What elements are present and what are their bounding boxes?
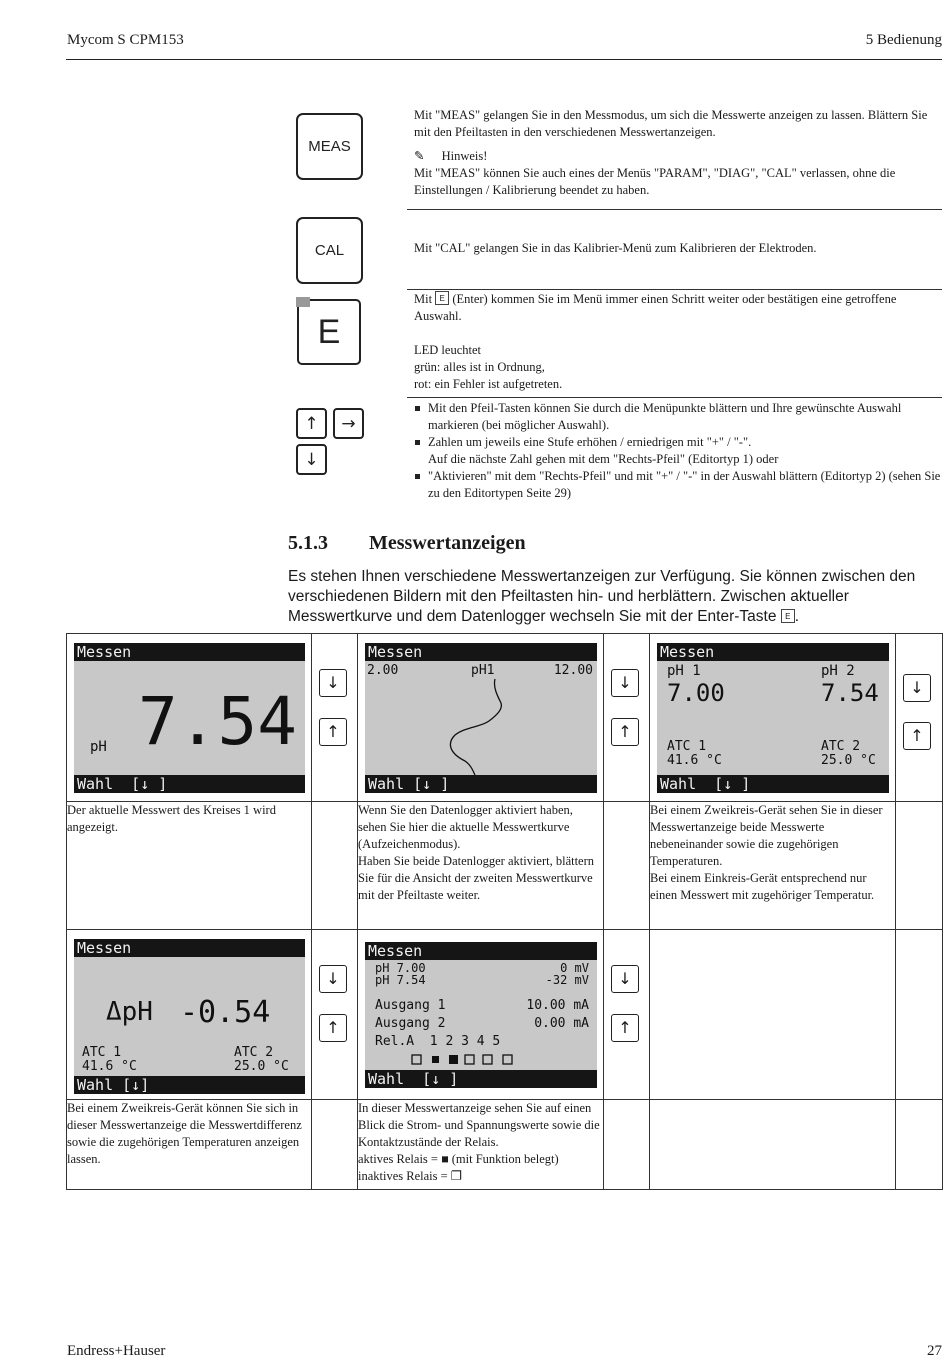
caption-text: aktives Relais = ■ (mit Funktion belegt)	[358, 1152, 559, 1166]
display-cell-4	[67, 930, 312, 1100]
section-title: Messwertanzeigen	[369, 532, 526, 554]
measurement-curve	[365, 643, 597, 793]
meas-note-text: Mit "MEAS" können Sie auch eines der Menüs "PARAM", "DIAG", "CAL" verlassen, ohne die Einstellungen / Kalibrierung beendet zu haben.	[414, 166, 896, 197]
arrow-down-icon: ↓	[319, 965, 347, 993]
list-item-text: Zahlen um jeweils eine Stufe erhöhen / erniedrigen mit "+" / "-".	[428, 435, 752, 449]
lcd-display-delta	[74, 939, 305, 1094]
table-row	[67, 930, 943, 1100]
arrow-key-list	[414, 400, 942, 502]
led-green: grün: alles ist in Ordnung,	[414, 360, 545, 374]
lcd-v1: 7.00	[667, 679, 725, 707]
lcd-atc2: ATC 2	[234, 1045, 274, 1060]
meas-key-label: MEAS	[308, 138, 351, 155]
lcd-delta-value: -0.54	[180, 995, 271, 1030]
enter-text	[414, 291, 942, 325]
list-item: Mit den Pfeil-Tasten können Sie durch die Menüpunkte blättern und Ihre gewünschte Auswahl markieren (bei möglicher Auswahl).	[414, 400, 942, 434]
footer-brand: Endress+Hauser	[67, 1343, 166, 1359]
lcd-footer: Wahl [↓ ]	[365, 1070, 597, 1088]
rule-meas	[407, 209, 942, 210]
caption-text: Haben Sie beide Datenlogger aktiviert, blättern Sie für die Ansicht der zweiten Messwertkurve mit der Pfeiltaste weiter.	[358, 854, 595, 902]
lcd-display-curve	[365, 643, 597, 793]
display-cell-5	[358, 930, 604, 1100]
empty-cell	[650, 1100, 896, 1190]
meas-note-title: Hinweis!	[441, 149, 488, 163]
lcd-atc1: ATC 1	[667, 739, 707, 754]
led-title: LED leuchtet	[414, 343, 481, 357]
lcd-r1-left: pH 7.00	[375, 961, 426, 975]
enter-inline-key-icon: E	[781, 609, 795, 623]
lcd-t2: 25.0 °C	[821, 753, 876, 768]
caption-4	[67, 1100, 312, 1190]
cal-description	[414, 240, 942, 257]
enter-key-icon	[297, 299, 361, 365]
lcd-footer: Wahl [↓ ]	[365, 775, 597, 793]
lcd-display-ph	[74, 643, 305, 793]
cal-text: Mit "CAL" gelangen Sie in das Kalibrier-Menü zum Kalibrieren der Elektroden.	[414, 241, 817, 255]
led-red: rot: ein Fehler ist aufgetreten.	[414, 377, 563, 391]
nav-cell	[312, 930, 358, 1100]
lcd-title: Messen	[74, 939, 305, 957]
arrow-down-icon: ↓	[611, 965, 639, 993]
section-number: 5.1.3	[288, 532, 328, 554]
cal-key-icon	[296, 217, 363, 284]
lcd-unit: pH	[90, 739, 107, 755]
header-chapter: 5 Bedienung	[865, 32, 942, 48]
caption-text: inaktives Relais = ❐	[358, 1169, 463, 1183]
arrow-down-icon: ↓	[319, 669, 347, 697]
empty-cell	[604, 1100, 650, 1190]
lcd-r2-left: pH 7.54	[375, 973, 426, 987]
arrow-up-icon: ↑	[319, 718, 347, 746]
lcd-channel: pH1	[471, 663, 495, 678]
empty-cell	[312, 802, 358, 930]
lcd-out1-right: 10.00 mA	[526, 998, 589, 1013]
rule-enter	[407, 397, 942, 398]
display-cell-2	[358, 634, 604, 802]
lcd-display-outputs	[365, 942, 597, 1088]
meas-description	[414, 107, 942, 199]
lcd-out2-left: Ausgang 2	[375, 1016, 446, 1031]
caption-text: In dieser Messwertanzeige sehen Sie auf einen Blick die Strom- und Spannungswerte sowie die Kontaktzustände der Relais.	[358, 1101, 600, 1149]
enter-key-label: E	[317, 312, 341, 351]
display-cell-1	[67, 634, 312, 802]
lcd-footer: Wahl [↓]	[74, 1076, 305, 1094]
arrow-right-key-icon: →	[333, 408, 364, 439]
nav-cell	[604, 634, 650, 802]
lcd-footer: Wahl [↓ ]	[74, 775, 305, 793]
page-number: 27	[927, 1343, 942, 1359]
lcd-range-max: 12.00	[553, 663, 593, 678]
lcd-title: Messen	[657, 643, 889, 661]
caption-text: Wenn Sie den Datenlogger aktiviert haben, sehen Sie hier die aktuelle Messwertkurve (Aufzeichenmodus).	[358, 803, 573, 851]
led-icon	[296, 297, 310, 307]
section-intro	[288, 567, 944, 627]
intro-end: .	[794, 608, 800, 625]
lcd-t2: 25.0 °C	[234, 1059, 289, 1074]
display-cell-3	[650, 634, 896, 802]
empty-cell	[604, 802, 650, 930]
meas-text: Mit "MEAS" gelangen Sie in den Messmodus, um sich die Messwerte anzeigen zu lassen. Blättern Sie mit den Pfeiltasten in den verschiedenen Messwertanzeigen.	[414, 108, 928, 139]
lcd-footer: Wahl [↓ ]	[657, 775, 889, 793]
enter-text-post: (Enter) kommen Sie im Menü immer einen Schritt weiter oder bestätigen eine getroffene Auswahl.	[414, 292, 897, 323]
lcd-ch2: pH 2	[821, 663, 855, 679]
arrow-up-icon: ↑	[903, 722, 931, 750]
caption-text: Der aktuelle Messwert des Kreises 1 wird angezeigt.	[67, 803, 276, 834]
lcd-relay-label: Rel.A 1 2 3 4 5	[375, 1034, 501, 1049]
cal-key-label: CAL	[314, 242, 345, 259]
lcd-atc2: ATC 2	[821, 739, 861, 754]
header-product: Mycom S CPM153	[67, 32, 184, 48]
lcd-title: Messen	[74, 643, 305, 661]
enter-text-pre: Mit	[414, 292, 433, 306]
caption-5	[358, 1100, 604, 1190]
header-rule	[66, 59, 942, 60]
enter-inline-key-icon: E	[435, 291, 449, 305]
arrow-down-key-icon: ↓	[296, 444, 327, 475]
lcd-v2: 7.54	[821, 679, 879, 707]
table-row	[67, 1100, 943, 1190]
meas-note-heading	[414, 147, 942, 165]
empty-cell	[650, 930, 896, 1100]
lcd-r1-right: 0 mV	[560, 961, 589, 975]
enter-description	[414, 291, 942, 393]
list-item: "Aktivieren" mit dem "Rechts-Pfeil" und mit "+" / "-" in der Auswahl blättern (Editortyp 2) (sehen Sie zu den Editortypen Seite 29)	[414, 468, 942, 502]
lcd-delta-label: ΔpH	[106, 997, 153, 1027]
empty-cell	[312, 1100, 358, 1190]
caption-text: Bei einem Zweikreis-Gerät sehen Sie in dieser Messwertanzeige beide Messwerte nebeneinander sowie die zugehörigen Temperaturen.	[650, 803, 883, 868]
meas-key-icon	[296, 113, 363, 180]
rule-cal	[407, 289, 942, 290]
lcd-range-min: 2.00	[367, 663, 399, 678]
arrow-up-icon: ↑	[611, 718, 639, 746]
nav-cell	[896, 634, 943, 802]
caption-2	[358, 802, 604, 930]
nav-cell	[604, 930, 650, 1100]
caption-text: Bei einem Zweikreis-Gerät können Sie sich in dieser Messwertanzeige die Messwertdifferenz sowie die zugehörigen Temperaturen anzeigen lassen.	[67, 1101, 302, 1166]
pencil-icon: ✎	[414, 148, 425, 163]
nav-cell	[312, 634, 358, 802]
arrow-up-key-icon: ↑	[296, 408, 327, 439]
empty-cell	[896, 1100, 943, 1190]
caption-1	[67, 802, 312, 930]
list-item	[414, 434, 942, 468]
lcd-value: 7.54	[138, 683, 297, 760]
table-row	[67, 634, 943, 802]
lcd-r2-right: -32 mV	[545, 973, 589, 987]
arrow-down-icon: ↓	[611, 669, 639, 697]
display-table	[66, 633, 943, 1190]
table-row	[67, 802, 943, 930]
lcd-atc1: ATC 1	[82, 1045, 122, 1060]
empty-cell	[896, 802, 943, 930]
lcd-t1: 41.6 °C	[667, 753, 722, 768]
arrow-up-icon: ↑	[611, 1014, 639, 1042]
arrow-down-icon: ↓	[903, 674, 931, 702]
lcd-out1-left: Ausgang 1	[375, 998, 446, 1013]
arrow-up-icon: ↑	[319, 1014, 347, 1042]
lcd-out2-right: 0.00 mA	[534, 1016, 589, 1031]
caption-text: Bei einem Einkreis-Gerät entsprechend nur einen Messwert mit zugehöriger Temperatur.	[650, 871, 875, 902]
lcd-display-dual	[657, 643, 889, 793]
caption-3	[650, 802, 896, 930]
intro-text: Es stehen Ihnen verschiedene Messwertanzeigen zur Verfügung. Sie können zwischen den verschiedenen Bildern mit den Pfeiltasten hin- und herblättern. Zwischen aktueller Messwertkurve und dem Datenlogger wechseln Sie mit der Enter-Taste	[288, 568, 916, 625]
lcd-ch1: pH 1	[667, 663, 701, 679]
relay-status-icons	[365, 942, 597, 1088]
lcd-title: Messen	[365, 643, 597, 661]
empty-cell	[896, 930, 943, 1100]
lcd-t1: 41.6 °C	[82, 1059, 137, 1074]
lcd-title: Messen	[365, 942, 597, 960]
list-item-text: Auf die nächste Zahl gehen mit dem "Rechts-Pfeil" (Editortyp 1) oder	[428, 452, 779, 466]
